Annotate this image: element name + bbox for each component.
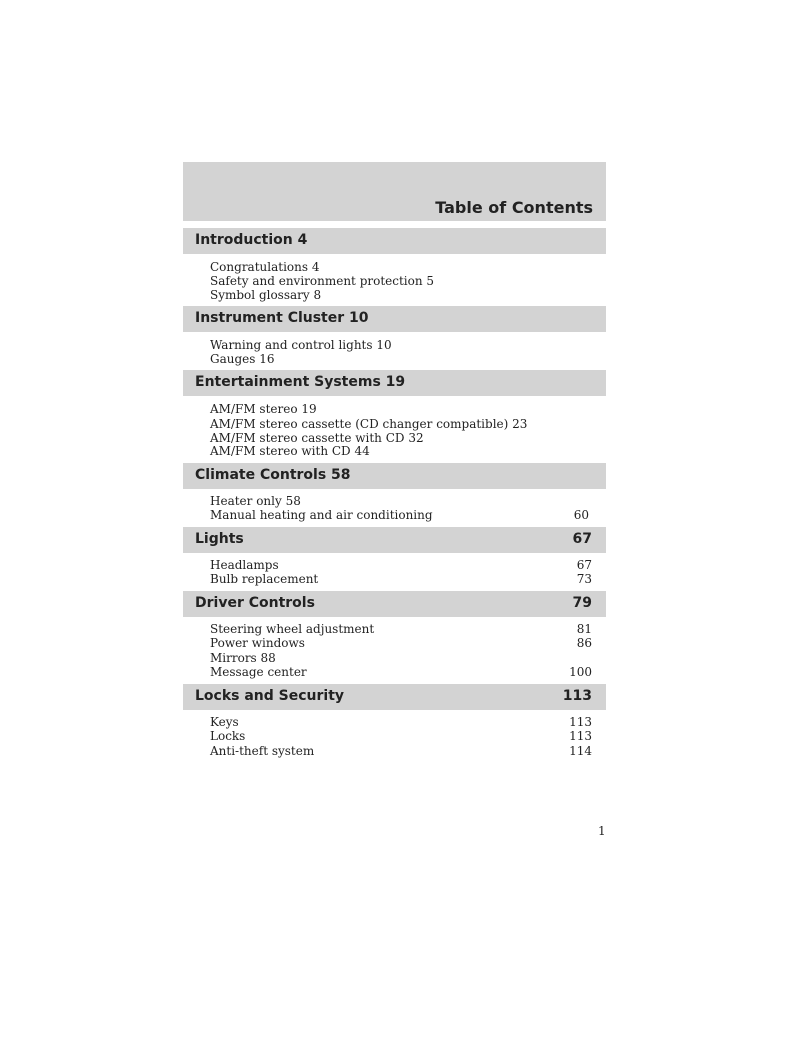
entry-page-number: 60 (573, 508, 589, 522)
section-page-number: 113 (562, 688, 592, 704)
toc-entry[interactable] (210, 572, 592, 587)
toc-entry[interactable] (210, 729, 592, 744)
entry-text: Power windows (210, 636, 305, 650)
section-header-lights[interactable] (183, 527, 606, 553)
section-title: Entertainment Systems 19 (195, 374, 406, 390)
toc-entry[interactable] (210, 444, 592, 459)
entry-page-number: 113 (569, 729, 592, 743)
toc-entry[interactable] (210, 260, 592, 275)
entry-page-number: 73 (576, 572, 592, 586)
header-band (183, 162, 606, 221)
toc-entry[interactable] (210, 288, 592, 303)
section-title: Driver Controls (195, 595, 315, 611)
section-title: Locks and Security (195, 688, 345, 704)
entry-text: Manual heating and air conditioning (210, 508, 433, 522)
toc-entry[interactable] (210, 715, 592, 730)
entry-text: Keys (210, 715, 239, 729)
toc-entry[interactable] (210, 417, 592, 432)
toc-entry[interactable] (210, 352, 592, 367)
entry-text: AM/FM stereo 19 (210, 402, 317, 416)
toc-page (183, 162, 606, 758)
toc-entry[interactable] (210, 274, 592, 289)
page-title: Table of Contents (435, 198, 593, 217)
toc-entry[interactable] (210, 651, 592, 666)
section-header-locks-and-security[interactable] (183, 684, 606, 710)
entry-page-number: 113 (569, 715, 592, 729)
section-page-number: 79 (572, 595, 592, 611)
toc-entry[interactable] (210, 558, 592, 573)
entry-text: Gauges 16 (210, 352, 275, 366)
entry-text: Headlamps (210, 558, 279, 572)
section-title: Instrument Cluster 10 (195, 310, 369, 326)
entry-text: Safety and environment protection 5 (210, 274, 435, 288)
section-title: Climate Controls 58 (195, 467, 351, 483)
entry-text: Bulb replacement (210, 572, 319, 586)
toc-entry[interactable] (210, 665, 592, 680)
entry-text: Locks (210, 729, 246, 743)
entry-text: Anti-theft system (210, 744, 315, 758)
entry-page-number: 100 (569, 665, 592, 679)
entry-text: AM/FM stereo cassette (CD changer compatible) 23 (210, 417, 528, 431)
section-header-driver-controls[interactable] (183, 591, 606, 617)
entry-page-number: 114 (569, 744, 592, 758)
entry-text: Mirrors 88 (210, 651, 276, 665)
toc-entry[interactable] (210, 622, 592, 637)
entry-text: Warning and control lights 10 (210, 338, 392, 352)
page-number: 1 (598, 824, 606, 838)
toc-entry[interactable] (210, 402, 592, 417)
entry-page-number: 81 (576, 622, 592, 636)
toc-entry[interactable] (210, 636, 592, 651)
entry-text: AM/FM stereo cassette with CD 32 (210, 431, 424, 445)
entry-page-number: 86 (576, 636, 592, 650)
toc-entry[interactable] (210, 508, 589, 523)
section-header-climate-controls[interactable] (183, 463, 606, 489)
section-title: Introduction 4 (195, 232, 308, 248)
entry-text: Heater only 58 (210, 494, 301, 508)
entry-text: Steering wheel adjustment (210, 622, 375, 636)
toc-entry[interactable] (210, 744, 592, 759)
entry-text: Message center (210, 665, 307, 679)
entry-page-number: 67 (576, 558, 592, 572)
section-header-instrument-cluster[interactable] (183, 306, 606, 332)
section-title: Lights (195, 531, 244, 547)
entry-text: AM/FM stereo with CD 44 (210, 444, 370, 458)
section-header-introduction[interactable] (183, 228, 606, 254)
entry-text: Congratulations 4 (210, 260, 320, 274)
entry-text: Symbol glossary 8 (210, 288, 322, 302)
section-page-number: 67 (572, 531, 592, 547)
section-header-entertainment-systems[interactable] (183, 370, 606, 396)
toc-entry[interactable] (210, 494, 592, 509)
toc-entry[interactable] (210, 338, 592, 353)
